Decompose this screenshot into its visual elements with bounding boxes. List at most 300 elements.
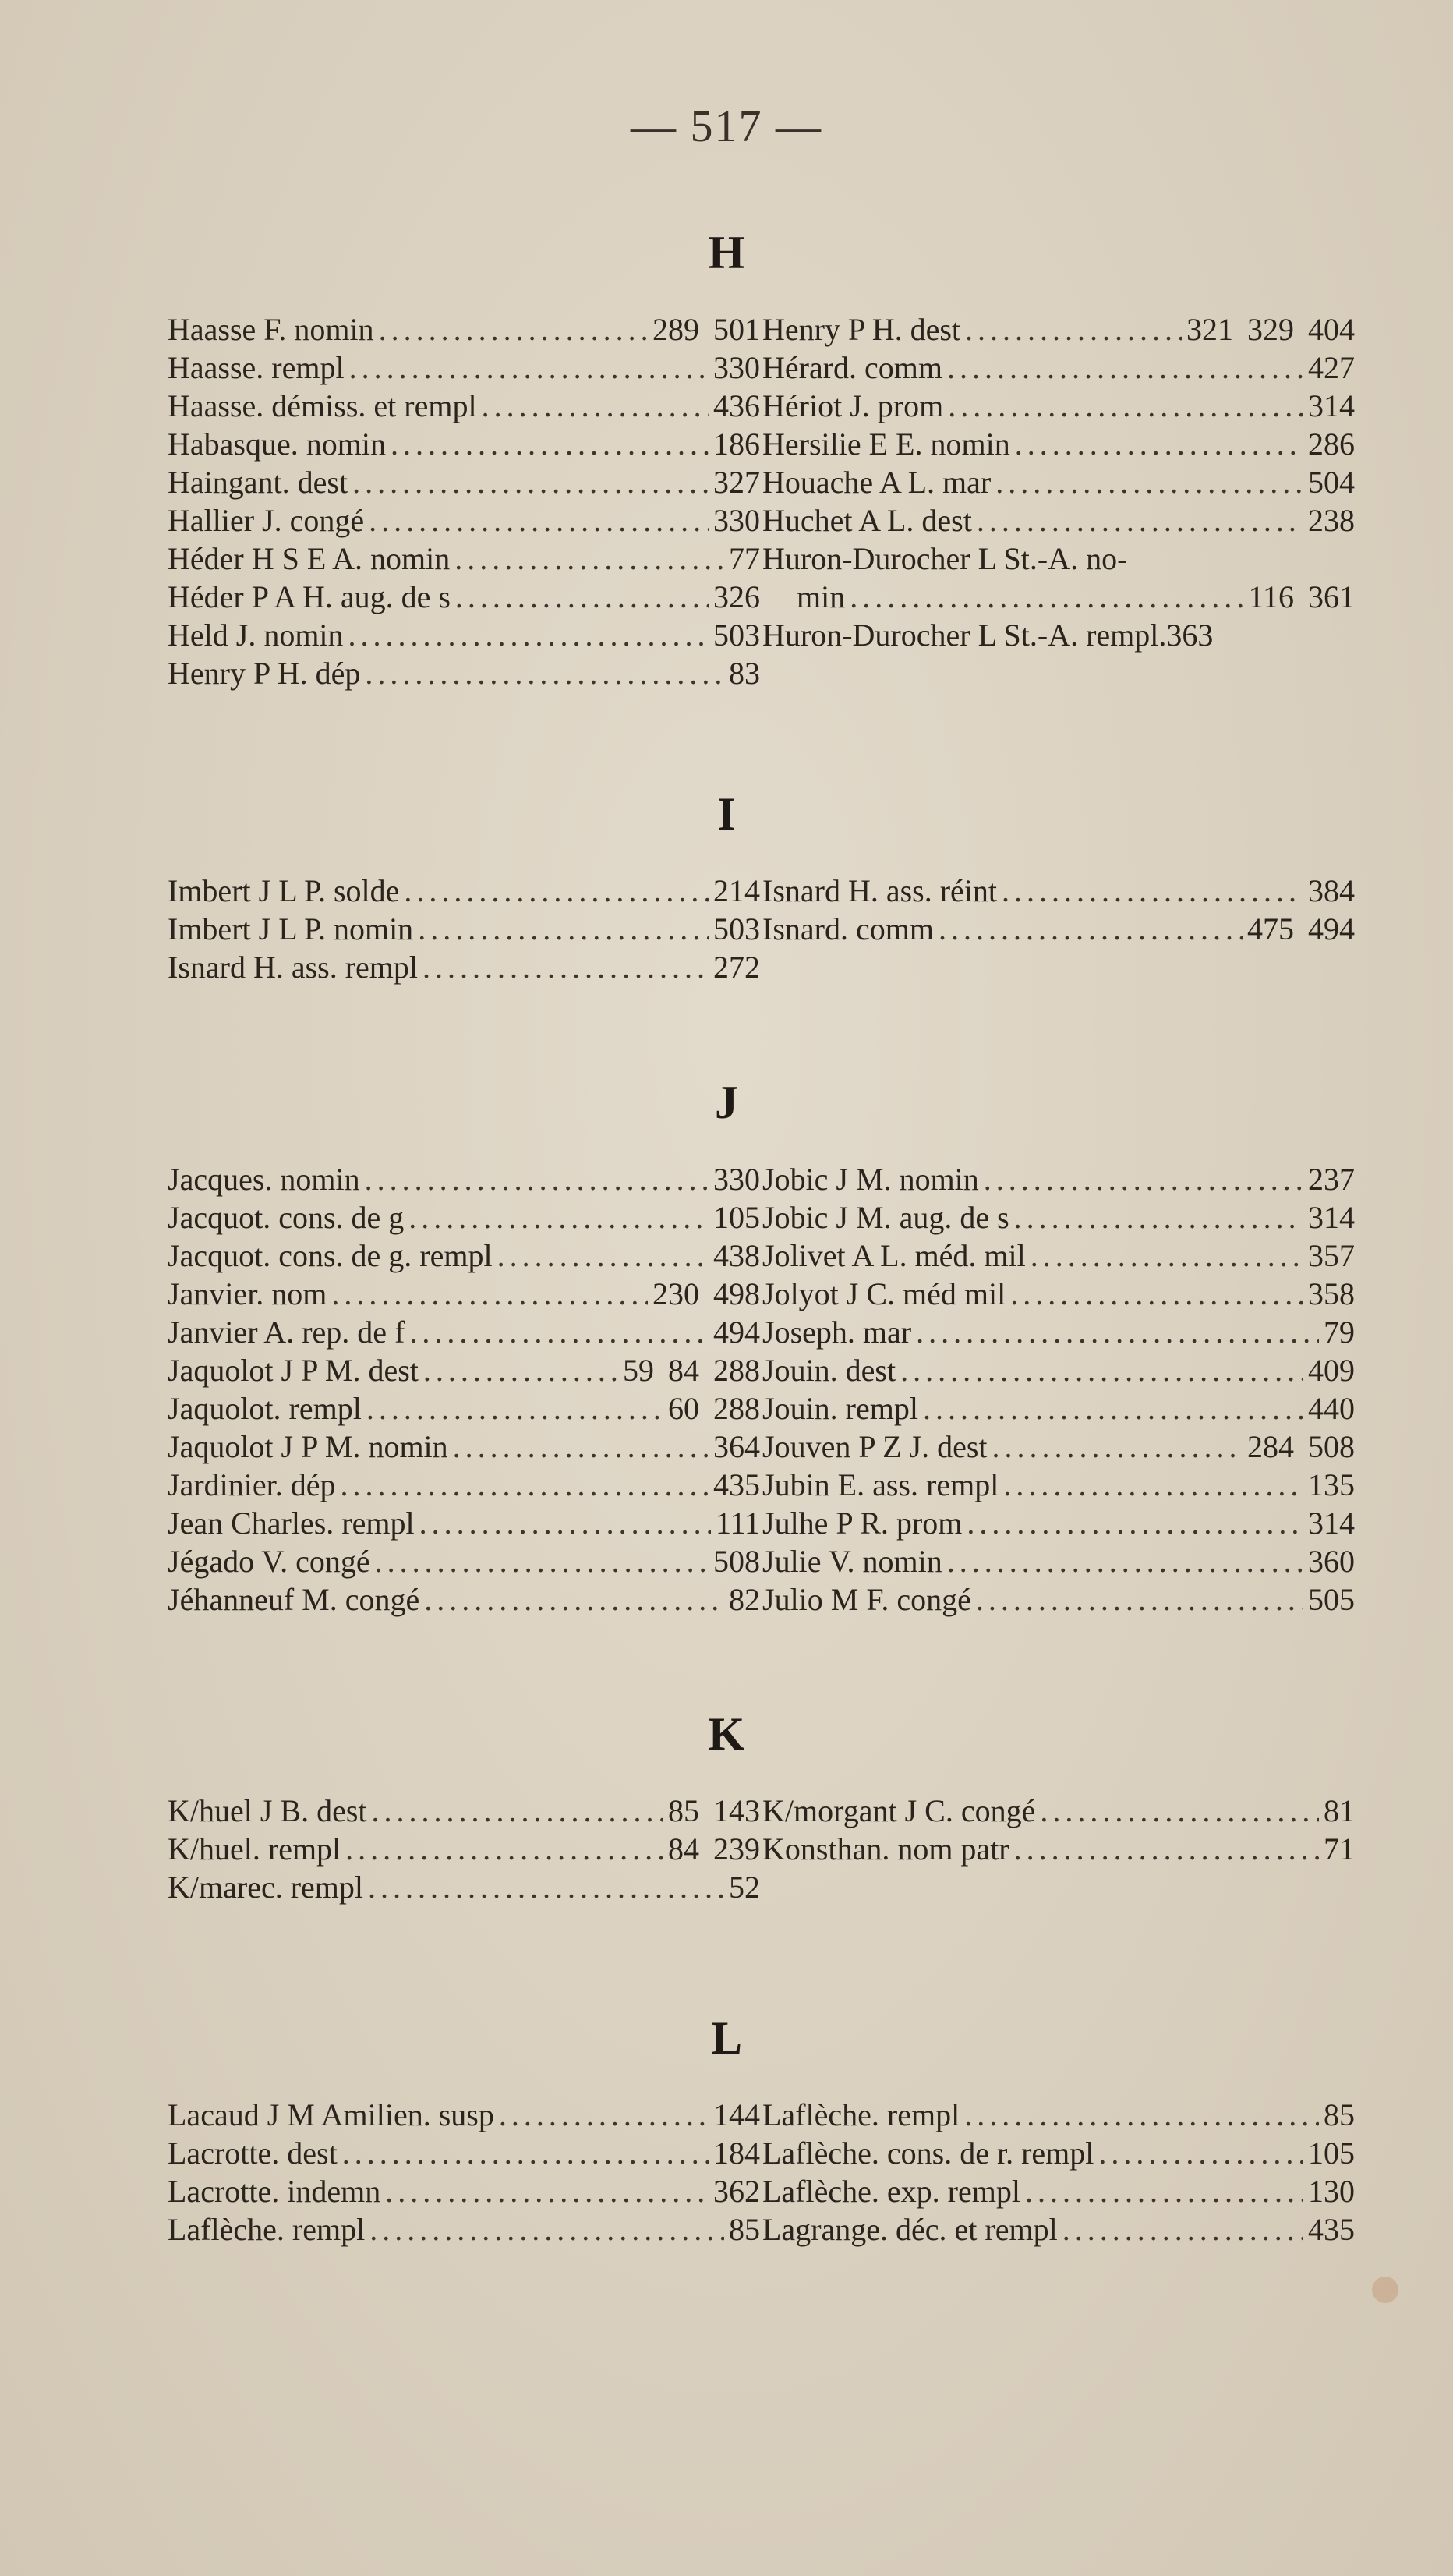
entry-pages [1308,1198,1355,1237]
entry-name: Jolivet A L. méd. mil [762,1238,1026,1273]
entry-name: Haasse. rempl [168,350,345,385]
page-ref: 314 [1308,388,1355,423]
entry-pages [729,540,760,578]
index-entry [168,1830,760,1868]
entry-name: Jaquolot J P M. nomin [168,1429,448,1464]
page-ref: 357 [1308,1238,1355,1273]
entry-name: Lacrotte. dest [168,2135,338,2171]
entry-pages [1308,387,1355,425]
dot-leader [368,1868,724,1906]
page-ref: 83 [729,656,760,691]
entry-name: Imbert J L P. solde [168,873,400,908]
entry-name: Haasse. démiss. et rempl [168,388,477,423]
page-ref: 384 [1308,873,1355,908]
dot-leader [422,948,709,986]
index-entry [762,1542,1355,1580]
index-entry [168,1580,760,1619]
dot-leader [1014,1830,1319,1868]
dot-leader [497,1237,709,1275]
index-entry [168,1542,760,1580]
page-ref: 358 [1308,1276,1355,1311]
entry-pages [1324,1792,1355,1830]
page-ref: 440 [1308,1391,1355,1426]
entry-pages [713,1466,760,1504]
entry-name: Jardinier. dép [168,1467,336,1502]
entry-pages [1308,425,1355,463]
entry-name: Konsthan. nom patr [762,1831,1009,1867]
entry-pages [729,1868,760,1906]
entry-pages [713,349,760,387]
index-entry [168,1237,760,1275]
dot-leader [1098,2134,1303,2172]
entry-pages [1308,1160,1355,1198]
page-ref: 329 [1247,312,1294,347]
dot-leader [965,310,1182,349]
entry-pages [713,463,760,501]
dot-leader [850,578,1243,616]
index-entry [168,425,760,463]
index-entry [168,1389,760,1428]
dot-leader [1002,872,1303,910]
entry-name: Lacrotte. indemn [168,2174,381,2209]
index-entry [762,1237,1355,1275]
entry-name: Imbert J L P. nomin [168,911,414,947]
dot-leader [369,501,709,540]
entry-pages [652,1275,760,1313]
entry-pages [652,310,760,349]
page-ref: 326 [713,579,760,614]
index-column-left [168,1792,760,1906]
page-ref: 508 [1308,1429,1355,1464]
entry-name: Hersilie E E. nomin [762,426,1010,462]
page-ref: 284 [1247,1429,1294,1464]
page-ref: 237 [1308,1162,1355,1197]
page-ref: 85 [1324,2097,1355,2132]
entry-name: Henry P H. dest [762,312,961,347]
section-letter-k: K [708,1708,745,1760]
entry-pages [623,1351,760,1389]
page-ref: 79 [1324,1315,1355,1350]
index-entry [762,349,1355,387]
entry-pages [1308,1351,1355,1389]
dot-leader [423,1351,618,1389]
entry-name: Jaquolot J P M. dest [168,1353,419,1388]
page-ref: 238 [1308,503,1355,538]
dot-leader [1040,1792,1319,1830]
page-ref: 286 [1308,426,1355,462]
index-entry [168,1466,760,1504]
entry-pages [713,1237,760,1275]
index-column-right [762,310,1355,654]
page-ref: 77 [729,541,760,576]
dot-leader [385,2172,709,2210]
page-ref: 494 [713,1315,760,1350]
page-ref: 330 [713,350,760,385]
dot-leader [424,1580,724,1619]
page-ref: 330 [713,1162,760,1197]
dot-leader [923,1389,1303,1428]
entry-pages [1308,463,1355,501]
entry-name: Julhe P R. prom [762,1506,963,1541]
dot-leader [976,1580,1303,1619]
dot-leader [995,463,1303,501]
page-ref: 105 [713,1200,760,1235]
index-entry [762,1580,1355,1619]
page-ref: 361 [1308,579,1355,614]
index-entry [762,1830,1355,1868]
index-entry [168,2134,760,2172]
entry-pages [1308,1389,1355,1428]
entry-pages [713,387,760,425]
entry-name: Habasque. nomin [168,426,386,462]
entry-pages [713,2096,760,2134]
page-ref: 288 [713,1353,760,1388]
page-ref: 239 [713,1831,760,1867]
page-ref: 503 [713,617,760,653]
page-ref: 214 [713,873,760,908]
dot-leader [348,616,709,654]
section-letter-h: H [708,227,745,278]
page-ref: 272 [713,950,760,985]
index-entry [168,2096,760,2134]
entry-name: Hallier J. congé [168,503,365,538]
dot-leader [947,349,1303,387]
page-ref: 409 [1308,1353,1355,1388]
index-entry [762,1466,1355,1504]
index-entry [168,310,760,349]
page-ref: 111 [715,1506,760,1541]
entry-name: Julie V. nomin [762,1544,942,1579]
dot-leader [404,872,709,910]
page-ref: 436 [713,388,760,423]
dot-leader [349,349,709,387]
entry-name: K/huel J B. dest [168,1793,367,1828]
dot-leader [345,1830,663,1868]
entry-name: Hériot J. prom [762,388,944,423]
page-ref: 85 [729,2212,760,2247]
entry-pages [1247,910,1355,948]
paper-stain [1372,2277,1398,2303]
entry-name: Jégado V. congé [168,1544,370,1579]
index-entry [762,1389,1355,1428]
entry-name: Jouin. rempl [762,1391,918,1426]
dot-leader [967,1504,1303,1542]
entry-pages [1166,616,1213,654]
entry-pages [729,2210,760,2249]
index-entry [762,540,1355,578]
entry-pages [1308,1275,1355,1313]
entry-name: Jaquolot. rempl [168,1391,362,1426]
index-column-left [168,2096,760,2249]
dot-leader [419,1504,711,1542]
entry-name: Isnard H. ass. réint [762,873,998,908]
page-ref: 85 [668,1793,699,1828]
dot-leader [455,578,709,616]
index-entry [168,387,760,425]
page-ref: 498 [713,1276,760,1311]
dot-leader [372,1792,663,1830]
entry-pages [713,1160,760,1198]
page-ref: 71 [1324,1831,1355,1867]
entry-pages [713,425,760,463]
index-entry [762,1351,1355,1389]
entry-pages [729,654,760,692]
index-column-left [168,310,760,692]
entry-name: Jobic J M. nomin [762,1162,979,1197]
dot-leader [375,1542,709,1580]
dot-leader [900,1351,1303,1389]
page-ref: 504 [1308,465,1355,500]
dot-leader [939,910,1243,948]
entry-name: Jean Charles. rempl [168,1506,415,1541]
entry-pages [1308,1542,1355,1580]
entry-pages [1324,1830,1355,1868]
dot-leader [409,1313,709,1351]
dot-leader [977,501,1303,540]
page-ref: 186 [713,426,760,462]
index-entry [168,948,760,986]
page-ref: 503 [713,911,760,947]
entry-name: Jobic J M. aug. de s [762,1200,1009,1235]
entry-name: Haingant. dest [168,465,348,500]
entry-pages [713,948,760,986]
page-ref: 314 [1308,1200,1355,1235]
index-column-left [168,1160,760,1619]
index-entry [168,463,760,501]
entry-name: Houache A L. mar [762,465,992,500]
page-number: — 517 — [631,101,822,151]
entry-pages [1308,349,1355,387]
index-entry [762,2096,1355,2134]
entry-name: Jouven P Z J. dest [762,1429,988,1464]
entry-pages [1308,2134,1355,2172]
entry-pages [729,1580,760,1619]
index-entry [762,501,1355,540]
index-entry [762,387,1355,425]
index-column-right [762,2096,1355,2249]
dot-leader [454,540,724,578]
entry-pages [1308,2210,1355,2249]
entry-pages [716,1504,760,1542]
dot-leader [984,1160,1303,1198]
entry-pages [713,2172,760,2210]
index-entry [168,578,760,616]
entry-pages [1308,1466,1355,1504]
page-ref: 508 [713,1544,760,1579]
entry-name: Jacquot. cons. de g [168,1200,405,1235]
entry-pages [713,578,760,616]
index-entry [762,2172,1355,2210]
entry-pages [713,910,760,948]
index-entry [762,1428,1355,1466]
page-ref: 360 [1308,1544,1355,1579]
index-entry [762,910,1355,948]
entry-name: Joseph. mar [762,1315,912,1350]
entry-name: Huchet A L. dest [762,503,972,538]
entry-pages [1186,310,1355,349]
dot-leader [453,1428,709,1466]
dot-leader [341,1466,709,1504]
entry-name: Laflèche. exp. rempl [762,2174,1020,2209]
entry-pages [713,616,760,654]
page-ref: 143 [713,1793,760,1828]
index-entry [168,1198,760,1237]
page-ref: 184 [713,2135,760,2171]
dot-leader [352,463,709,501]
index-column-right [762,872,1355,948]
entry-pages [1308,1504,1355,1542]
entry-pages [713,1198,760,1237]
page-ref: 475 [1247,911,1294,947]
entry-pages [713,1542,760,1580]
index-entry [762,578,1355,616]
index-entry [168,2210,760,2249]
entry-pages [1324,1313,1355,1351]
section-letter-i: I [717,788,736,840]
page-ref: 289 [652,312,699,347]
entry-pages [1324,2096,1355,2134]
entry-name: Héder H S E A. nomin [168,541,451,576]
index-entry [168,1504,760,1542]
index-entry [168,540,760,578]
page-ref: 505 [1308,1582,1355,1617]
dot-leader [1025,2172,1303,2210]
page-ref: 327 [713,465,760,500]
entry-name: min [797,579,846,614]
index-entry [168,654,760,692]
index-column-right [762,1792,1355,1868]
index-entry [762,425,1355,463]
entry-name: K/huel. rempl [168,1831,341,1867]
page-ref: 438 [713,1238,760,1273]
entry-name: K/morgant J C. congé [762,1793,1036,1828]
entry-pages [668,1389,760,1428]
page-ref: 321 [1186,312,1233,347]
entry-name: Huron-Durocher L St.-A. rempl. [762,617,1167,653]
page-ref: 314 [1308,1506,1355,1541]
index-entry [168,349,760,387]
page-ref: 116 [1248,579,1294,614]
index-entry [168,1868,760,1906]
page-ref: 105 [1308,2135,1355,2171]
index-entry [762,872,1355,910]
page-ref: 363 [1166,617,1214,653]
index-entry [168,616,760,654]
page-ref: 52 [729,1870,760,1905]
dot-leader [365,654,724,692]
index-entry [168,501,760,540]
entry-name: Isnard. comm [762,911,934,947]
entry-name: Held J. nomin [168,617,344,653]
page-ref: 364 [713,1429,760,1464]
entry-pages [713,872,760,910]
index-entry [762,463,1355,501]
entry-name: Henry P H. dép [168,656,361,691]
index-column-right [762,1160,1355,1619]
index-entry [168,1351,760,1389]
dot-leader [391,425,709,463]
entry-name: Jubin E. ass. rempl [762,1467,999,1502]
page-ref: 130 [1308,2174,1355,2209]
dot-leader [331,1275,648,1313]
index-entry [168,910,760,948]
page-ref: 144 [713,2097,760,2132]
entry-name: Laflèche. rempl [762,2097,960,2132]
index-entry [168,1313,760,1351]
entry-pages [1308,501,1355,540]
page-ref: 82 [729,1582,760,1617]
dot-leader [369,2210,724,2249]
index-entry [168,1275,760,1313]
entry-name: Lacaud J M Amilien. susp [168,2097,494,2132]
page-ref: 60 [668,1391,699,1426]
index-entry [762,310,1355,349]
dot-leader [408,1198,709,1237]
entry-name: Jacquot. cons. de g. rempl [168,1238,493,1273]
index-entry [762,1313,1355,1351]
dot-leader [365,1160,709,1198]
index-entry [168,1428,760,1466]
entry-name: Huron-Durocher L St.-A. no- [762,541,1128,576]
entry-name: Janvier. nom [168,1276,327,1311]
entry-pages [1247,1428,1355,1466]
page-ref: 427 [1308,350,1355,385]
index-entry [762,1792,1355,1830]
page-ref: 84 [668,1353,699,1388]
entry-pages [713,501,760,540]
dot-leader [1031,1237,1303,1275]
entry-name: Jacques. nomin [168,1162,360,1197]
dot-leader [1010,1275,1303,1313]
index-entry [762,1275,1355,1313]
entry-pages [713,1428,760,1466]
entry-name: Janvier A. rep. de f [168,1315,405,1350]
dot-leader [947,1542,1303,1580]
dot-leader [482,387,709,425]
entry-name: Jéhanneuf M. congé [168,1582,420,1617]
page-ref: 135 [1308,1467,1355,1502]
entry-pages [1308,1580,1355,1619]
dot-leader [992,1428,1243,1466]
entry-name: Jouin. dest [762,1353,896,1388]
entry-name: Lagrange. déc. et rempl [762,2212,1058,2247]
entry-pages [668,1830,760,1868]
page-ref: 288 [713,1391,760,1426]
entry-pages [1308,1237,1355,1275]
page-ref: 330 [713,503,760,538]
page-ref: 59 [623,1353,654,1388]
entry-name: Isnard H. ass. rempl [168,950,419,985]
dot-leader [418,910,709,948]
section-letter-l: L [710,2012,743,2064]
entry-name: Héder P A H. aug. de s [168,579,451,614]
dot-leader [1015,425,1303,463]
dot-leader [948,387,1303,425]
page-ref: 404 [1308,312,1355,347]
page-ref: 435 [713,1467,760,1502]
entry-name: Laflèche. rempl [168,2212,366,2247]
entry-name: Hérard. comm [762,350,943,385]
page-ref: 435 [1308,2212,1355,2247]
page-ref: 230 [652,1276,699,1311]
dot-leader [366,1389,663,1428]
index-entry [762,1160,1355,1198]
dot-leader [1062,2210,1303,2249]
entry-name: Jolyot J C. méd mil [762,1276,1006,1311]
dot-leader [1014,1198,1303,1237]
entry-name: K/marec. rempl [168,1870,363,1905]
entry-pages [713,2134,760,2172]
